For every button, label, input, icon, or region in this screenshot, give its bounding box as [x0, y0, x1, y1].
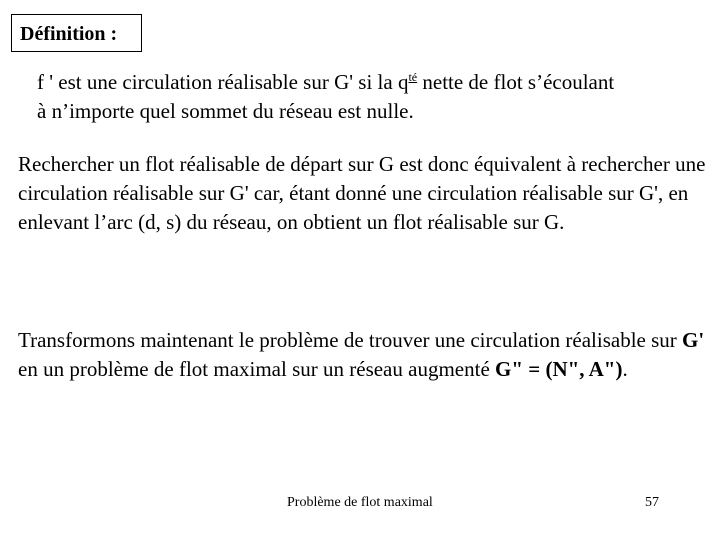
paragraph2-bold-graph: G' — [682, 328, 705, 352]
paragraph2-part1: Transformons maintenant le problème de trouver une circulation réalisable sur — [18, 328, 683, 352]
paragraph2-part2: en un problème de flot maximal sur un réseau augmenté — [18, 357, 496, 381]
page-number: 57 — [645, 495, 659, 510]
paragraph-feasible-flow: Rechercher un flot réalisable de départ sur G est donc équivalent à rechercher une circulation réalisable sur G' car, étant donné une circulation réalisable sur G', en enlevant l’arc (d, s) du réseau, on obtient un flot réalisable sur G. — [18, 152, 706, 234]
paragraph2-bold-augmented: G" = (N", A") — [495, 357, 623, 381]
definition-line1-sup: té — [408, 70, 418, 84]
definition-label: Définition : — [11, 14, 142, 52]
definition-line2: à n’importe quel sommet du réseau est nulle. — [37, 99, 414, 123]
definition-text — [37, 68, 717, 126]
paragraph2-part3: . — [622, 357, 628, 381]
definition-line1-prefix: f ' est une circulation réalisable sur G' si la q — [37, 70, 409, 94]
definition-line1-suffix: nette de flot s’écoulant — [417, 70, 615, 94]
paragraph-transformation — [18, 326, 708, 384]
footer-title: Problème de flot maximal — [287, 495, 433, 510]
